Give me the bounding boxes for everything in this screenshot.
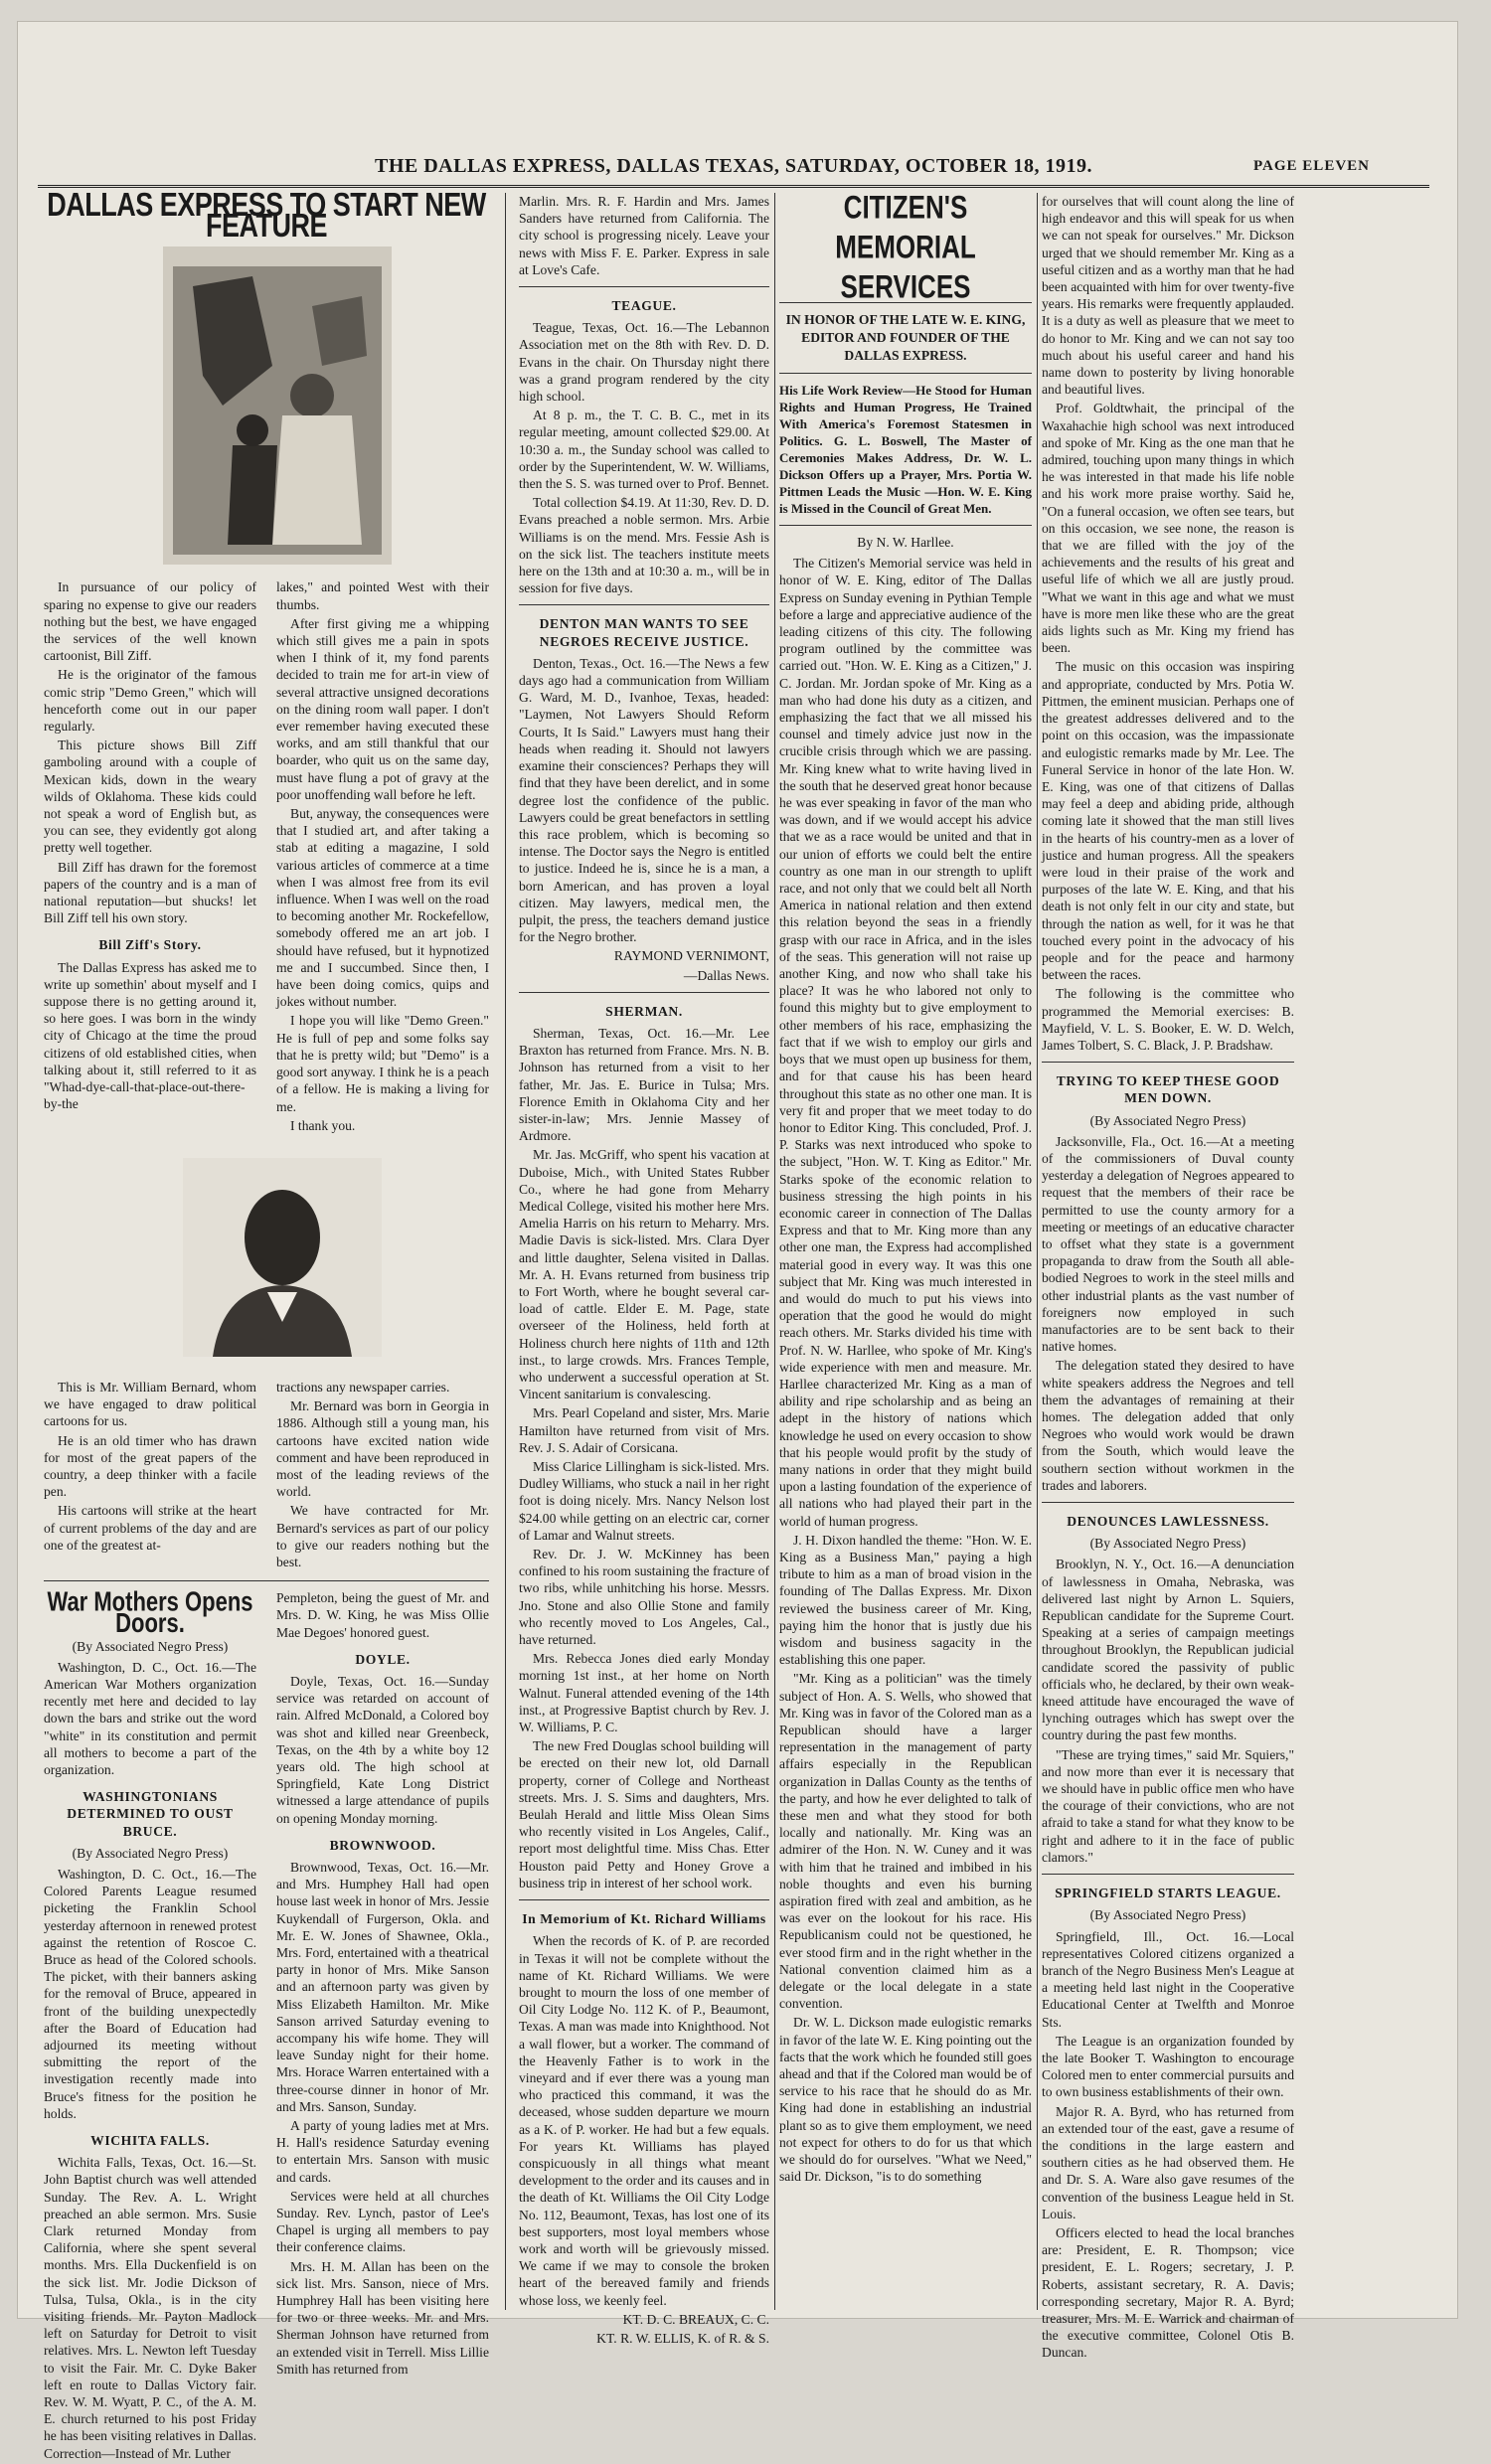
paragraph: This is Mr. William Bernard, whom we have engaged to draw political cartoons for us. <box>44 1379 256 1429</box>
column-rule <box>1037 193 1038 2310</box>
byline: (By Associated Negro Press) <box>1089 1112 1246 1128</box>
paragraph: His cartoons will strike at the heart of current problems of the day and are one of the greatest at- <box>44 1503 256 1553</box>
paragraph: Sherman, Texas, Oct. 16.—Mr. Lee Braxton has returned from France. Mrs. N. B. Johnson has returned from a visit to her father, Mr. Jas. E. Burice in Tulsa; Mrs. Florence Emith in Oklahoma City and her sister-in-law; Mrs. Jennie Massey of Ardmore. <box>519 1025 769 1144</box>
paragraph: He is an old timer who has drawn for most of the great papers of the country, a deep thinker with a facile pen. <box>44 1432 256 1500</box>
section-rule <box>519 286 769 287</box>
paragraph: The delegation stated they desired to have white speakers address the Negroes and tell them the advantages of remaining at their homes. The delegation added that only Negroes who would work would be drawn from the South, which would leave the southern section without workmen in the trades and laborers. <box>1042 1358 1294 1493</box>
photo-william-bernard <box>183 1158 382 1357</box>
feature-text <box>44 578 489 1136</box>
column-2 <box>519 193 769 2346</box>
headline-denton: DENTON MAN WANTS TO SEE NEGROES RECEIVE JUSTICE. <box>539 616 749 649</box>
paragraph: The Dallas Express has asked me to write up somethin' about myself and I suppose there is no getting around it, so here goes. I was born in the windy city of Chicago at the time the proud citizens of old established cities, when talking about it, still referred to it as "Whad-dye-call-that-place-out-there-by-the <box>44 959 256 1112</box>
paragraph: When the records of K. of P. are recorded in Texas it will not be complete without the name of Kt. Richard Williams. We were brought to mourn the loss of one member of Oil City Lodge No. 112 K. of P., Beaumont, Texas. A man was made into Knighthood. Not a wall flower, but a worker. The command of the Heavenly Father is to work in the vineyard and if ever there was a young man who practiced this command, it was the deceased, whose sudden departure we mourn as a K. of P. worker. He had but a few equals. For years Kt. Williams has played conspicuously in all things what meant development to the order and its causes and in the death of Kt. Williams the Oil City Lodge No. 112, Beaumont, Texas, has lost one of its best supporters, most loyal members whose work and worth will be grievously missed. We came if we may to console the broken heart of the bereaved family and friends whose loss, we keenly feel. <box>519 1933 769 2308</box>
paragraph: But, anyway, the consequences were that I studied art, and after taking a stab at editing a magazine, I sold various articles of commerce at a time when I was almost free from its evil influence. When I was well on the road to becoming another Mr. Rockefellow, somebody offered me an art job. I should have refused, but it hypnotized me and I succumbed. Since then, I have been doing comics, quips and jokes without number. <box>276 806 489 1010</box>
paragraph: Mrs. Pearl Copeland and sister, Mrs. Marie Hamilton have returned from visit of Mrs. Rev. J. S. Adair of Corsicana. <box>519 1405 769 1455</box>
headline-war-mothers: War Mothers Opens Doors. <box>47 1585 253 1639</box>
signature: RAYMOND VERNIMONT, <box>613 948 769 964</box>
feature-right-column <box>276 578 489 1136</box>
paragraph: J. H. Dixon handled the theme: "Hon. W. E. King as a Business Man," paying a high tribute to him as a man of broad vision in the founding of The Dallas Express. Mr. Dixon reviewed the business career of Mr. King, paying him the honor that is justly due his wisdom and business sagacity in the establishing this one paper. <box>779 1532 1032 1668</box>
paragraph: "Mr. King as a politician" was the timely subject of Hon. A. S. Wells, who showed that Mr. King was in favor of the Colored man as a Republican should have a larger representation in the management of party affairs especially in the Republican organization in Dallas County as the tenths of the party, and how he ever delighted to talk of these men and what they stood for both locally and nationally. Mr. King was an admirer of the Hon. N. W. Cuney and it was with him that he trained and imbibed in his noble thoughts and even his burning aspiration fired with zeal and ambition, as he was ever on the lookout for his race. His Republicanism could not be questioned, he ever stood firm and in the right whether in the National convention claimed him as a delegate or the local delegate in a state convention. <box>779 1671 1032 2012</box>
headline-teague: TEAGUE. <box>611 298 677 314</box>
headline-sherman: SHERMAN. <box>605 1003 683 1019</box>
paragraph: In pursuance of our policy of sparing no expense to give our readers nothing but the best, we have engaged the services of the well known cartoonist, Bill Ziff. <box>44 579 256 664</box>
byline: (By Associated Negro Press) <box>1089 1907 1246 1923</box>
headline-memorial-services: CITIZEN'S MEMORIAL SERVICES <box>835 188 976 305</box>
feature-left-column <box>44 578 256 1136</box>
headline-good-men-down: TRYING TO KEEP THESE GOOD MEN DOWN. <box>1056 1073 1280 1106</box>
section-rule <box>519 1899 769 1900</box>
paragraph: Marlin. Mrs. R. F. Hardin and Mrs. James Sanders have returned from California. The city school is progressing nicely. Leave your news with Miss F. E. Parker. Express in sale at Love's Cafe. <box>519 194 769 277</box>
section-rule <box>1042 1502 1294 1503</box>
bernard-text <box>44 1379 489 1572</box>
headline-denounces-lawlessness: DENOUNCES LAWLESSNESS. <box>1067 1514 1269 1530</box>
section-rule <box>1042 1062 1294 1063</box>
byline: By N. W. Harllee. <box>857 535 954 550</box>
paragraph: A party of young ladies met at Mrs. H. Hall's residence Saturday evening to entertain Mrs. Sanson with music and cards. <box>276 2118 489 2185</box>
paragraph: Brooklyn, N. Y., Oct. 16.—A denunciation of lawlessness in Omaha, Nebraska, was delivered last night by Arnon L. Squiers, Republican candidate for the Supreme Court. Speaking at a series of campaign meetings throughout Brooklyn, the Republican judicial candidate scored the passivity of public officials who, he declared, by their own weak-kneed attitude have encouraged the wave of lynching outrages which has swept over the country during the past few months. <box>1042 1557 1294 1743</box>
paragraph: Mr. Bernard was born in Georgia in 1886. Although still a young man, his cartoons have excited nation wide comment and have been reproduced in most of the leading reviews of the world. <box>276 1398 489 1500</box>
paragraph: Mrs. Rebecca Jones died early Monday morning 1st inst., at her home on North Walnut. Funeral attended evening of the 14th inst., at Progressive Baptist church by Rev. J. W. Williams, P. C. <box>519 1651 769 1735</box>
paragraph: This picture shows Bill Ziff gamboling around with a couple of Mexican kids, down in the weary wilds of Oklahoma. These kids could not speak a word of English but, as you can see, they evidently got along pretty well together. <box>44 738 256 856</box>
paragraph: Services were held at all churches Sunday. Rev. Lynch, pastor of Lee's Chapel is urging all members to pay their conference claims. <box>276 2188 489 2255</box>
paragraph: Total collection $4.19. At 11:30, Rev. D. D. Evans preached a noble sermon. Mrs. Arbie Williams is on the mend. Mrs. Fessie Ash is on the sick list. The teachers institute meets here on the 13th and at 10:30 a. m., will be in session for five days. <box>519 495 769 596</box>
masthead <box>38 149 1429 188</box>
paragraph: I hope you will like "Demo Green." He is full of pep and some folks say that he is pretty wild; but "Demo" is a good sort anyway. I think he is a peach of a fellow. He is making a living for me. <box>276 1013 489 1114</box>
byline: (By Associated Negro Press) <box>72 1845 229 1861</box>
paragraph: Pempleton, being the guest of Mr. and Mrs. D. W. King, he was Miss Ollie Mae Degoes' honored guest. <box>276 1590 489 1640</box>
paragraph: Mrs. H. M. Allan has been on the sick list. Mrs. Sanson, niece of Mrs. Humphrey Hall has been visiting here for two or three weeks. Mr. and Mrs. Sherman Johnson have returned from an extended visit in Terrell. Miss Lillie Smith has returned from <box>276 2258 489 2377</box>
headline-brownwood: BROWNWOOD. <box>329 1837 436 1853</box>
headline-doyle: DOYLE. <box>355 1651 411 1667</box>
section-rule <box>779 373 1032 374</box>
paragraph: "These are trying times," said Mr. Squiers," and now more than ever it is necessary that we should have in public office men who have the courage of their convictions, who are not afraid to take a stand for what they know to be right and adhere to it in the face of public clamors." <box>1042 1746 1294 1865</box>
paragraph: The League is an organization founded by the late Booker T. Washington to encourage Colored men to enter commercial pursuits and to own business establishments of their own. <box>1042 2033 1294 2100</box>
deck-headline: IN HONOR OF THE LATE W. E. KING, EDITOR AND FOUNDER OF THE DALLAS EXPRESS. <box>785 312 1026 363</box>
paragraph: Bill Ziff has drawn for the foremost papers of the country and is a man of national reputation—but shucks! let Bill Ziff tell his own story. <box>44 859 256 926</box>
paragraph: Brownwood, Texas, Oct. 16.—Mr. and Mrs. Humphey Hall had open house last week in honor of Mrs. Jessie Kuykendall of Furgerson, Okla. and Mr. E. W. Jones of Shawnee, Okla., Mrs. Ford, entertained with a theatrical party in honor of Mrs. Mike Sanson and an afternoon party was given by Miss Elizabeth Hamilton. Mr. Mike Sanson arrived Saturday evening to accompany his wife home. They will leave Sunday night for their home. Mrs. Horace Warren entertained with a three-course dinner in honor of Mr. and Mrs. Sanson, Sunday. <box>276 1859 489 2114</box>
paragraph: Dr. W. L. Dickson made eulogistic remarks in favor of the late W. E. King pointing out the facts that the work which he founded still goes ahead and that if the Colored man would be of service to his race that he should do as Mr. King had done in establishing an industrial plant so as to give them employment, we need not expect for others to do for us that which we should do for ourselves. "What we Need," said Dr. Dickson, "is to do something <box>779 2015 1032 2185</box>
section-rule <box>779 525 1032 526</box>
byline: (By Associated Negro Press) <box>72 1638 229 1654</box>
paragraph: Wichita Falls, Texas, Oct. 16.—St. John Baptist church was well attended Sunday. The Rev. A. L. Wright preached an able sermon. Mrs. Susie Clark returned Monday from California, where she spent several months. Mrs. Ella Duckenfield is on the sick list. Mr. Jodie Dickson of Tulsa, Tulsa, Okla., is in the city visiting friends. Mr. Payton Madlock left on Saturday for Detroit to visit relatives. Mrs. L. Newton left Tuesday to visit the Fair. Mr. C. Dyke Baker left en route to Dallas Victory fair. Rev. W. M. Wyatt, P. C., of the A. M. E. church returned to his post Friday he has been visiting relatives in Dallas. Correction—Instead of Mr. Luther <box>44 2155 256 2461</box>
paragraph: lakes," and pointed West with their thumbs. <box>276 579 489 612</box>
paragraph: Officers elected to head the local branches are: President, E. R. Thompson; vice president, E. L. Rogers; secretary, J. P. Roberts, assistant secretary, R. A. Davis; corresponding secretary, Major R. A. Byrd; treasurer, Mrs. M. E. Warrick and chairman of the executive committee, Colonel Otis B. Duncan. <box>1042 2224 1294 2361</box>
section-rule <box>44 1580 489 1581</box>
paragraph: The music on this occasion was inspiring and appropriate, conducted by Mrs. Potia W. Pittmen, the eminent musician. Perhaps one of the greatest addresses delivered and to the point on this occasion, was the impassionate and eulogistic remarks made by Mr. Lee. The Funeral Service in honor of the late Hon. W. E. King, was one of that citizens of Dallas may feel a deep and abiding pride, although coming late it showed that the man still lives in the hearts of his country-men as a lover of justice and human progress. All the speakers were loud in their praise of the work and purposes of the late W. E. King, and that his death is not only felt in our city and state, but through the nation as well, for it was he that touched every point in the advocacy of his people and for the peace and harmony between the races. <box>1042 659 1294 983</box>
section-rule <box>1042 1874 1294 1875</box>
paragraph: Major R. A. Byrd, who has returned from an extended tour of the east, gave a resume of the conditions in the large eastern and southern cities as he had observed them. He and Dr. S. A. Ware also gave resumes of the convention of the business League held in St. Louis. <box>1042 2103 1294 2221</box>
page-number: PAGE ELEVEN <box>1253 158 1370 174</box>
lower-right-column <box>276 1589 489 2464</box>
signature: KT. D. C. BREAUX, C. C. <box>622 2311 769 2327</box>
headline-wichita-falls: WICHITA FALLS. <box>90 2133 210 2149</box>
paragraph: The new Fred Douglas school building will be erected on their new lot, old Darnall property, corner of College and Northeast streets. Mrs. J. S. Sims and daughters, Mrs. Beulah Herald and little Miss Olean Sims who recently visited in Los Angeles, Calif., report most delightful time. Miss Chas. Etter Houston paid Petty and Honey Grove a business trip in interest of her school work. <box>519 1738 769 1890</box>
paragraph: Jacksonville, Fla., Oct. 16.—At a meeting of the commissioners of Duval county yesterday a delegation of Negroes appeared to request that the members of their race be permitted to use the county armory for a meeting or meetings of an educative character to offset what they state is a government propaganda to draw from the South all able-bodied Negroes to work in the steel mills and other industrial plants as the vast number of foreigners now employed in such manufactories are to be sent back to their native homes. <box>1042 1133 1294 1355</box>
signature: KT. R. W. ELLIS, K. of R. & S. <box>596 2330 769 2346</box>
headline-memoriam: In Memorium of Kt. Richard Williams <box>522 1911 766 1927</box>
paragraph: Mr. Jas. McGriff, who spent his vacation at Duboise, Mich., with United States Rubber Co., where he had gone from Meharry Medical College, visited his mother here Mrs. Amelia Harris on his return to Meharry. Mrs. Madie Davis is sick-listed. Mrs. Clara Dyer and little daughter, Selena visited in Dallas. Mr. A. H. Evans returned from business trip to Fort Worth, where he bought several car-load of cattle. Elder E. M. Page, state overseer of the Holiness, held forth at Holiness church here nights of 11th and 12th inst., to large crowds. Mrs. Frances Temple, who underwent a successful operation at St. Vincent sanitarium is convalescing. <box>519 1147 769 1402</box>
paragraph: After first giving me a whipping which still gives me a pain in spots when I think of it, my fond parents decided to train me for art-in view of several attractive unsigned decorations on the dining room wall paper. I don't ever remember having executed these works, and am still thankful that our boarder, who quit us on the same day, must have flung a pot of gravy at the poor unoffending wall before he left. <box>276 615 489 802</box>
paragraph: for ourselves that will count along the line of high endeavor and this will speak for us when we can not speak for ourselves." Mr. Dickson urged that we should remember Mr. King as a useful citizen and as a worthy man that he had been acquainted with him for over twenty-five years. His remarks were frequently applauded. It is a duty as well as pleasure that we meet to do honor to Mr. King and we can not say too much about his useful career and hand his name down to posterity by living honorable and beautiful lives. <box>1042 194 1294 398</box>
paragraph: Springfield, Ill., Oct. 16.—Local representatives Colored citizens organized a branch of the Negro Business Men's League at a meeting held last night in the Cooperative Educational Center at Twelfth and Monroe Sts. <box>1042 1928 1294 2030</box>
paragraph: Doyle, Texas, Oct. 16.—Sunday service was retarded on account of rain. Alfred McDonald, a Colored boy was shot and killed near Greenbeck, Texas, on the 4th by a white boy 12 years old. The high school at Springfield, Kate Long District witnessed a large attendance of pupils on opening Monday morning. <box>276 1673 489 1826</box>
headline-springfield-league: SPRINGFIELD STARTS LEAGUE. <box>1055 1886 1281 1901</box>
lower-left-column <box>44 1585 256 2464</box>
paragraph: Rev. Dr. J. W. McKinney has been confined to his room sustaining the fracture of two ribs, while unhitching his horse. Messrs. Jno. Stone and also Ollie Stone and family who recently moved to Los Angeles, Cal., have returned. <box>519 1547 769 1648</box>
paragraph: tractions any newspaper carries. <box>276 1379 450 1395</box>
masthead-title: THE DALLAS EXPRESS, DALLAS TEXAS, SATURDAY, OCTOBER 18, 1919. <box>375 155 1092 177</box>
photo-bill-ziff <box>163 246 392 565</box>
headline-new-feature: DALLAS EXPRESS TO START NEW FEATURE <box>47 185 486 245</box>
section-rule <box>519 992 769 993</box>
paragraph: Washington, D. C., Oct. 16.—The American War Mothers organization recently met here and decided to lay down the bars and strike out the word "white" in its constitution and permit all mothers to become a part of the organization. <box>44 1659 256 1777</box>
deck-summary: His Life Work Review—He Stood for Human Rights and Human Progress, He Trained With America's Foremost Statesmen in Politics. G. L. Boswell, The Master of Ceremonies Makes Address, Dr. W. L. Dickson Offers up a Prayer, Mrs. Portia W. Pittmen Leads the Music —Hon. W. E. King is Missed in the Council of Great Men. <box>779 383 1032 516</box>
paragraph: We have contracted for Mr. Bernard's services as part of our policy to give our readers nothing but the best. <box>276 1503 489 1569</box>
paragraph: The following is the committee who programmed the Memorial exercises: B. Mayfield, V. L. S. Booker, E. W. D. Welch, James Tolbert, S. C. Black, J. P. Bradshaw. <box>1042 986 1294 1053</box>
subhead-bill-ziff-story: Bill Ziff's Story. <box>98 937 202 953</box>
paragraph: Denton, Texas., Oct. 16.—The News a few days ago had a communication from William G. Ward, M. D., Ivanhoe, Texas, headed: "Laymen, Not Lawyers Should Reform Courts, It Is Said." Lawyers must hang their heads when reading it. Should not lawyers examine their consciences? Perhaps they will find that they have been derelict, and in some degree lost the confidence of the public. Lawyers could be great benefactors in settling this race problem, which is becoming so intense. The Doctor says the Negro is entitled to justice. Indeed he is, since he is a man, a born American, and has proven a loyal citizen. May lawyers, medical men, the pulpit, the press, the teachers demand justice for the Negro brother. <box>519 655 769 945</box>
signature: —Dallas News. <box>683 967 769 983</box>
headline-washingtonians: WASHINGTONIANS DETERMINED TO OUST BRUCE. <box>67 1789 234 1839</box>
paragraph: The Citizen's Memorial service was held in honor of W. E. King, editor of The Dallas Express on Sunday evening in Pythian Temple before a large and appreciative audience of the leading citizens of this city. The following program outlined by the committee was carried out. "Hon. W. E. King as a Citizen," J. C. Jordan. Mr. Jordan spoke of Mr. King as a man who had done his duty as a citizen, and emphasizing the fact that we all missed his counsel and timely advice just now in the crucible crisis through which we are passing. Mr. King knew what to write having lived in the south that he deserved great honor because he was ever speaking in favor of the man who was down, and if we would accept his advice that we as a race would be united and that in our union of efforts we could belt the entire country as one man in our strength to uplift race, and not only that we could belt all North America in national relation and then extend this relation beyond the seas in a friendly grasp with our race in Africa, and in the isles of the seas. This generation will not raise up another King, and now who shall take his place? It was he who labored not only to found this mighty but to give employment to other members of his race, emphasizing the fact that if we wish to employ our girls and boys that we must open up business for them, and for that cause his has been heard throughout this state as no other one man. It is very fit and proper that we meet today to do honor to Editor King. This concluded, Prof. J. P. Starks was next introduced who spoke to the subject, "Hon. W. T. King as Editor." Mr. Starks spoke of the economic relation to business stressing the high points in his economic career in connection of The Dallas Express and that to Mr. King more than any other one man, the Express had accomplished material good in every way. It was this one subject that Mr. King was much interested in and would do much to put his views into operation that the good he would do might reach others. Mr. Starks divided his time with Prof. N. W. Harllee, who spoke of Mr. King's wide experience with men and measure. Mr. Harllee characterized Mr. King as a man of ability and ripe scholarship and as being an adept in the history of nations which knowledge he used on every occasion to show that his people would profit by the study of many nations in order that they might build upon a lasting foundation of the experience of all nations who had played their part in the world of human progress. <box>779 556 1032 1529</box>
column-rule <box>505 193 506 2310</box>
paragraph: Prof. Goldtwhait, the principal of the Waxahachie high school was next introduced and spoke of Mr. King as the one man that he admired, touching upon many things in which he was interested in that made his life noble and his work more praise worthy. Said he, "On a funeral occasion, we often see tears, but on this occasion, we see none, the reason is that we are filled with the joy of the achievements and the results of his great and useful life of which we all are justly proud. "What we want in this age and what we must have is more men like these who are the great aids lights such as Mr. King my friend has been. <box>1042 401 1294 656</box>
column-4 <box>1042 193 1294 2361</box>
paragraph: At 8 p. m., the T. C. B. C., met in its regular meeting, amount collected $29.00. At 10:30 a. m., the Sunday school was called to order by the Superintendent, W. W. Williams, then the S. S. was turned over to Prof. Bennet. <box>519 408 769 492</box>
bernard-left-column <box>44 1379 256 1572</box>
column-1 <box>44 185 489 2461</box>
paragraph: Teague, Texas, Oct. 16.—The Lebannon Association met on the 8th with Rev. D. D. Evans in the chair. On Thursday night there was a grand program rendered by the city high school. <box>519 320 769 405</box>
paragraph: I thank you. <box>290 1117 356 1133</box>
byline: (By Associated Negro Press) <box>1089 1536 1246 1552</box>
column-rule <box>774 193 775 2310</box>
section-rule <box>519 604 769 605</box>
bernard-right-column <box>276 1379 489 1572</box>
paragraph: Miss Clarice Lillingham is sick-listed. Mrs. Dudley Williams, who stuck a nail in her right foot is doing nicely. Mrs. Nancy Nelson lost $24.00 while getting on an electric car, corner of Lamar and Walnut streets. <box>519 1459 769 1543</box>
paragraph: Washington, D. C. Oct., 16.—The Colored Parents League resumed picketing the Franklin School yesterday afternoon in renewed protest against the retention of Roscoe C. Bruce as head of the Colored schools. The picket, with their banners asking for the removal of Bruce, appeared in front of the building unexpectedly after the Board of Education had adjourned its meeting without submitting the report of the investigation recently made into Bruce's fitness for the position he holds. <box>44 1866 256 2121</box>
paragraph: He is the originator of the famous comic strip "Demo Green," which will henceforth come out in our paper regularly. <box>44 667 256 735</box>
lower-section <box>44 1585 489 2464</box>
column-3 <box>779 188 1032 2310</box>
newspaper-page <box>18 22 1457 2461</box>
